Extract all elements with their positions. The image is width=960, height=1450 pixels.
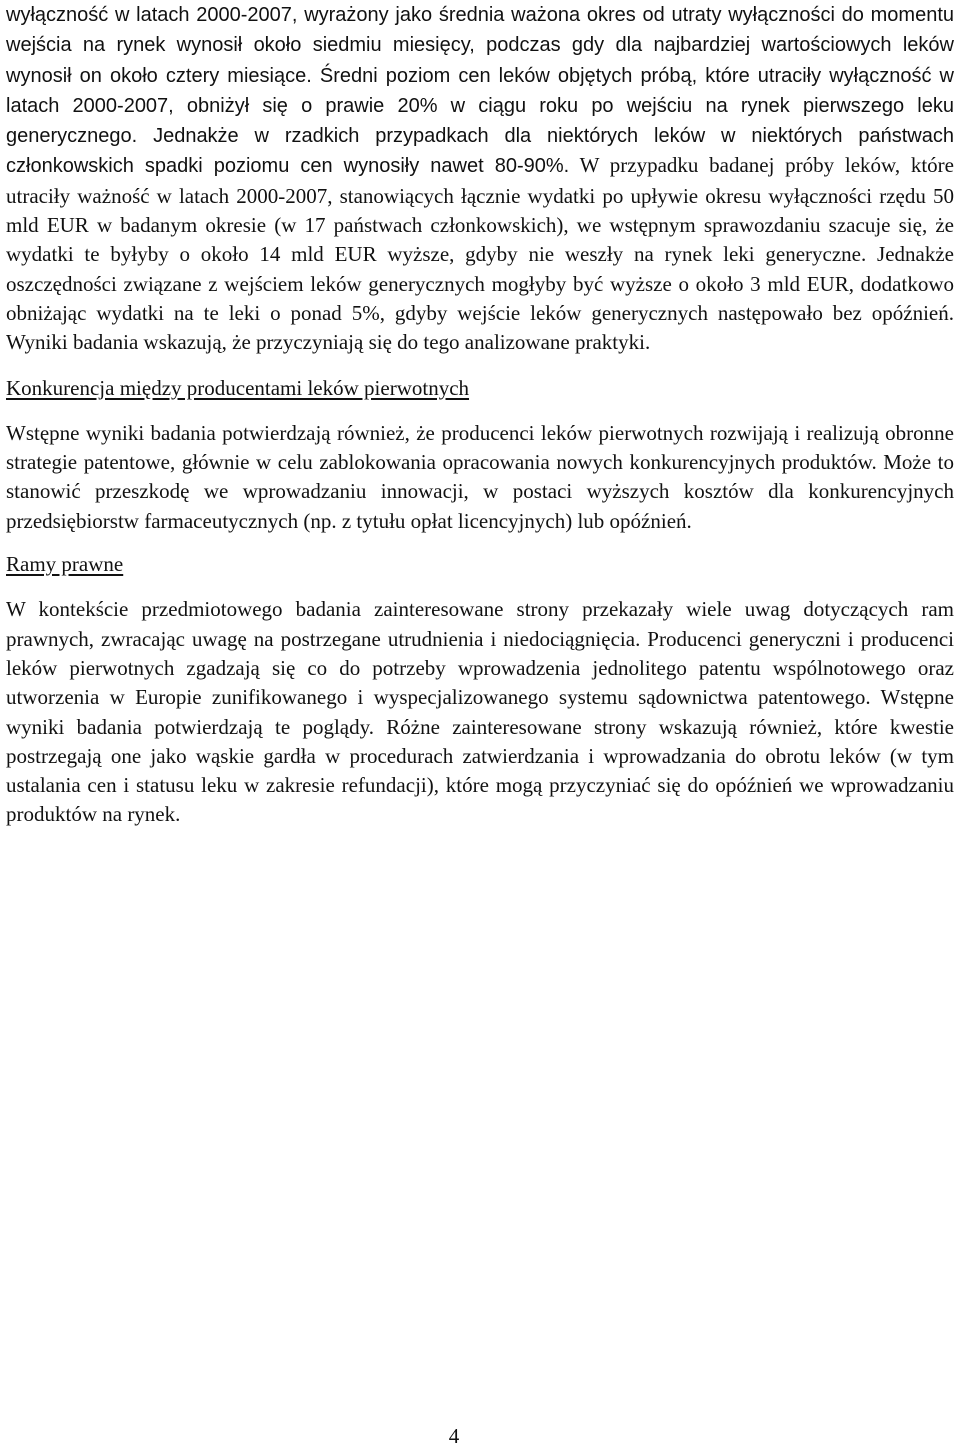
page-number: 4 [448,1424,460,1448]
document-page [6,0,954,830]
paragraph-segment-expenditure-estimate: W przypadku badanej próby leków, które utraciły ważność w latach 2000-2007, stanowiących łącznie wydatki po upływie okresu wyłączności rzędu 50 mld EUR w badanym okresie (w 17 państwach członkowskich), we wstępnym sprawozdaniu szacuje się, że wydatki te byłyby o około 14 mld EUR wyższe, gdyby nie weszły na rynek leki generyczne. Jednakże oszczędności związane z wejściem leków generycznych mogłyby być wyższe o około 3 mld EUR, dodatkowo obniżając wydatki na te leki o ponad 5%, gdyby wejście leków generycznych następowało bez opóźnień. Wyniki badania wskazują, że przyczyniają się do tego analizowane praktyki. [6,153,954,355]
paragraph-legal-framework: W kontekście przedmiotowego badania zainteresowane strony przekazały wiele uwag dotyczących ram prawnych, zwracając uwagę na postrzegane utrudnienia i niedociągnięcia. Producenci generyczni i producenci leków pierwotnych zgadzają się co do potrzeby wprowadzenia jednolitego patentu wspólnotowego oraz utworzenia w Europie zunifikowanego i wyspecjalizowanego systemu sądownictwa patentowego. Wstępne wyniki badania potwierdzają te poglądy. Różne zainteresowane strony wskazują również, które kwestie postrzegają one jako wąskie gardła w procedurach zatwierdzania i wprowadzania do obrotu leków (w tym ustalania cen i statusu leku w zakresie refundacji), które mogą przyczyniać się do opóźnień we wprowadzaniu produktów na rynek. [6,597,954,827]
paragraph-segment-price-levels: wyłączność w latach 2000-2007, wyrażony jako średnia ważona okres od utraty wyłączności do momentu wejścia na rynek wynosił około siedmiu miesięcy, podczas gdy dla najbardziej wartościowych leków wynosił on około cztery miesiące. Średni poziom cen leków objętych próbą, które utraciły wyłączność w latach 2000-2007, obniżył się o prawie 20% w ciągu roku po wejściu na rynek pierwszego leku generycznego. Jednakże w rzadkich przypadkach dla niektórych leków w niektórych państwach członkowskich spadki poziomu cen wynosiły nawet 80-90%. [6,4,954,178]
paragraph-market-entry-savings [6,0,954,358]
paragraph-originator-competition: Wstępne wyniki badania potwierdzają również, że producenci leków pierwotnych rozwijają i realizują obronne strategie patentowe, głównie w celu zablokowania opracowania nowych konkurencyjnych produktów. Może to stanowić przeszkodę we wprowadzaniu innowacji, w postaci wyższych kosztów dla konkurencyjnych przedsiębiorstw farmaceutycznych (np. z tytułu opłat licencyjnych) lub opóźnień. [6,420,954,533]
section-heading-originator-competition: Konkurencja między producentami leków pierwotnych [6,375,470,400]
section-heading-legal-framework: Ramy prawne [6,552,124,577]
